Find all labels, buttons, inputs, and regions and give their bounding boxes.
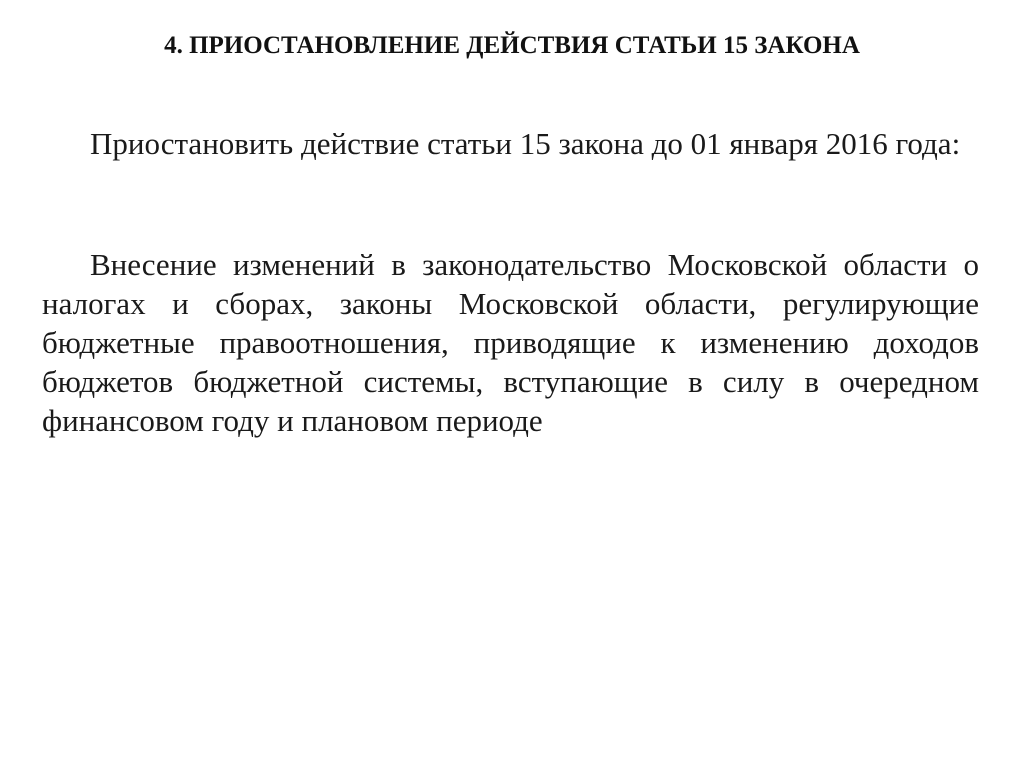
document-title: 4. ПРИОСТАНОВЛЕНИЕ ДЕЙСТВИЯ СТАТЬИ 15 ЗАКОНА [164, 32, 860, 59]
paragraph-amendments: Внесение изменений в законодательство Московской области о налогах и сборах, законы Московской области, регулирующие бюджетные правоотношения, приводящие к изменению доходов бюджетов бюджетной системы, вступающие в силу в очередном финансовом году и плановом периоде [42, 247, 979, 438]
paragraph-suspension: Приостановить действие статьи 15 закона до 01 января 2016 года: [90, 126, 961, 161]
